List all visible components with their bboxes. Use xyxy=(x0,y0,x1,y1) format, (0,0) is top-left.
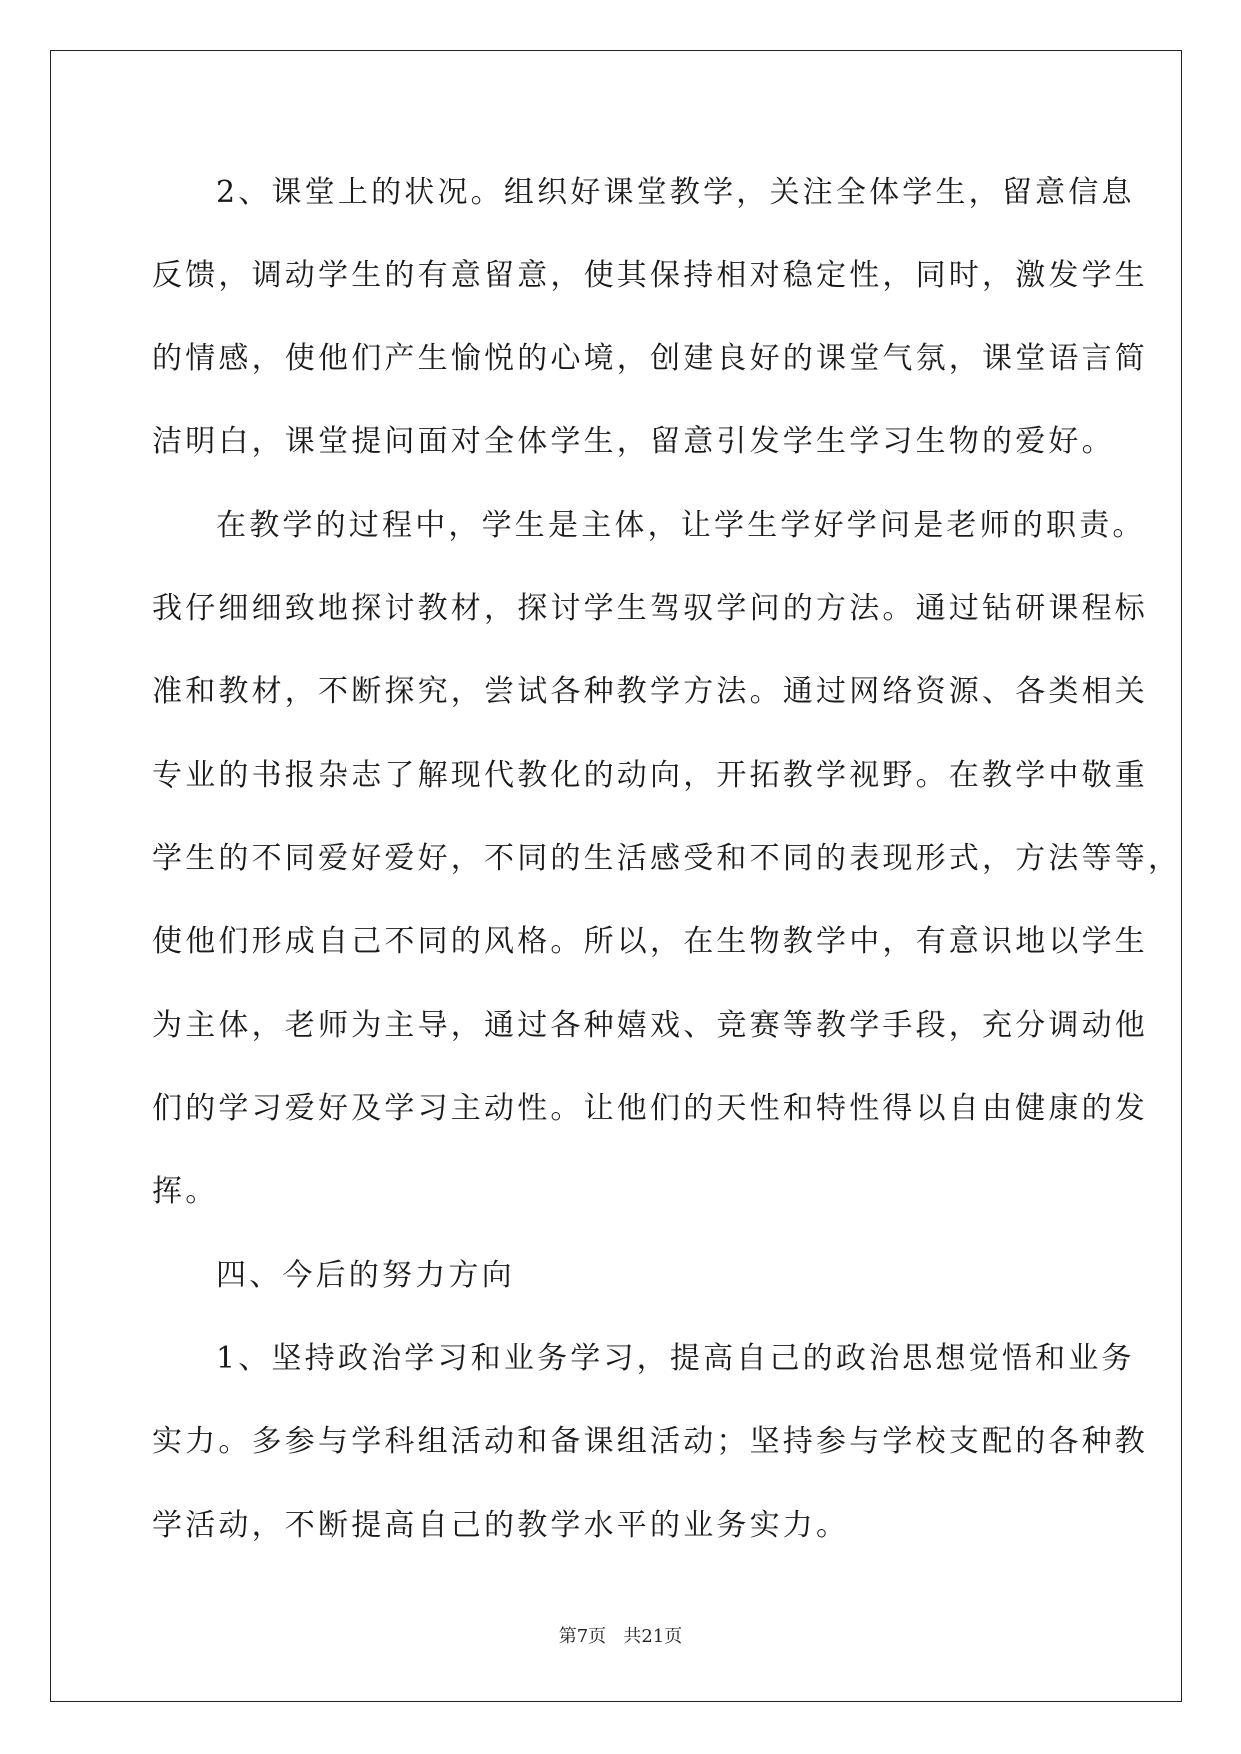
paragraph-2-line-8: 们的学习爱好及学习主动性。让他们的天性和特性得以自由健康的发 xyxy=(152,1091,1148,1126)
paragraph-2-line-5: 学生的不同爱好爱好，不同的生活感受和不同的表现形式，方法等等， xyxy=(152,841,1182,876)
page-number: 第7页 共21页 xyxy=(558,1626,683,1647)
paragraph-2-line-6: 使他们形成自己不同的风格。所以，在生物教学中，有意识地以学生 xyxy=(152,924,1148,959)
paragraph-2-line-3: 准和教材，不断探究，尝试各种教学方法。通过网络资源、各类相关 xyxy=(152,674,1148,709)
section-heading: 四、今后的努力方向 xyxy=(216,1258,515,1293)
paragraph-1-line-2: 反馈，调动学生的有意留意，使其保持相对稳定性，同时，激发学生 xyxy=(152,258,1148,293)
paragraph-3-line-3: 学活动，不断提高自己的教学水平的业务实力。 xyxy=(152,1508,850,1543)
paragraph-2-line-1: 在教学的过程中，学生是主体，让学生学好学问是老师的职责。 xyxy=(216,508,1146,543)
paragraph-2-line-7: 为主体，老师为主导，通过各种嬉戏、竞赛等教学手段，充分调动他 xyxy=(152,1008,1148,1043)
paragraph-3-line-1: 1、坚持政治学习和业务学习，提高自己的政治思想觉悟和业务 xyxy=(216,1341,1135,1376)
paragraph-1-line-3: 的情感，使他们产生愉悦的心境，创建良好的课堂气氛，课堂语言简 xyxy=(152,341,1148,376)
paragraph-2-line-9: 挥。 xyxy=(152,1174,219,1209)
paragraph-1-line-1: 2、课堂上的状况。组织好课堂教学，关注全体学生，留意信息 xyxy=(216,175,1135,210)
paragraph-3-line-2: 实力。多参与学科组活动和备课组活动；坚持参与学校支配的各种教 xyxy=(152,1424,1148,1459)
paragraph-2-line-2: 我仔细细致地探讨教材，探讨学生驾驭学问的方法。通过钻研课程标 xyxy=(152,591,1148,626)
paragraph-2-line-4: 专业的书报杂志了解现代教化的动向，开拓教学视野。在教学中敬重 xyxy=(152,758,1148,793)
paragraph-1-line-4: 洁明白，课堂提问面对全体学生，留意引发学生学习生物的爱好。 xyxy=(152,424,1115,459)
